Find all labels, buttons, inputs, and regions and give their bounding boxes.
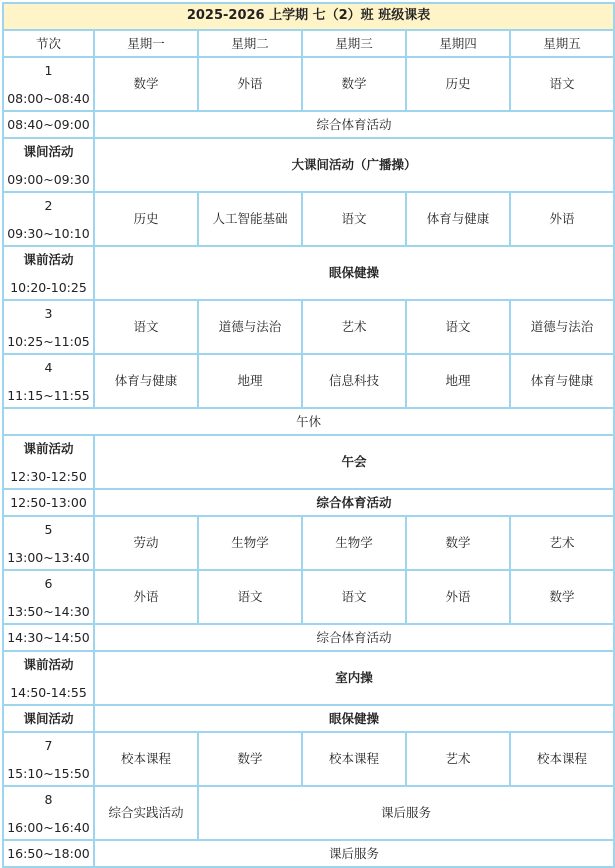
subject-cell: 校本课程 (510, 732, 614, 786)
merged-activity-cell: 室内操 (94, 651, 614, 705)
merged-activity-cell: 眼保健操 (94, 246, 614, 300)
period-cell (3, 732, 94, 786)
period-number: 5 (44, 522, 53, 538)
activity-time: 10:20-10:25 (10, 280, 87, 295)
subject-cell: 外语 (198, 57, 302, 111)
period-time: 13:50~14:30 (7, 604, 90, 619)
subject-cell: 体育与健康 (94, 354, 198, 408)
header-monday: 星期一 (94, 30, 198, 57)
activity-label: 课前活动 (23, 441, 74, 457)
period-cell (3, 192, 94, 246)
period-time: 16:00~16:40 (7, 820, 90, 835)
period-number: 4 (44, 360, 53, 376)
subject-cell: 语文 (302, 570, 406, 624)
subject-cell: 数学 (198, 732, 302, 786)
activity-label: 课前活动 (23, 657, 74, 673)
subject-cell: 数学 (510, 570, 614, 624)
subject-cell: 语文 (302, 192, 406, 246)
subject-cell: 校本课程 (94, 732, 198, 786)
schedule-row (3, 246, 614, 300)
subject-cell: 外语 (406, 570, 510, 624)
subject-cell: 生物学 (198, 516, 302, 570)
period-cell (3, 516, 94, 570)
header-friday: 星期五 (510, 30, 614, 57)
timetable-title: 2025-2026 上学期 七（2）班 班级课表 (3, 3, 614, 30)
schedule-row (3, 354, 614, 408)
lunch-break-cell: 午休 (3, 408, 614, 435)
period-time: 13:00~13:40 (7, 550, 90, 565)
schedule-row (3, 624, 614, 651)
period-cell (3, 570, 94, 624)
period-cell: 16:50~18:00 (3, 840, 94, 867)
subject-cell: 艺术 (406, 732, 510, 786)
schedule-row (3, 732, 614, 786)
subject-cell: 综合实践活动 (94, 786, 198, 840)
merged-activity-cell: 综合体育活动 (94, 624, 614, 651)
header-tuesday: 星期二 (198, 30, 302, 57)
period-cell (3, 246, 94, 300)
subject-cell: 语文 (198, 570, 302, 624)
subject-cell: 体育与健康 (510, 354, 614, 408)
after-school-service-cell: 课后服务 (198, 786, 614, 840)
subject-cell: 历史 (406, 57, 510, 111)
period-time: 08:00~08:40 (7, 91, 90, 106)
subject-cell: 校本课程 (302, 732, 406, 786)
merged-activity-cell: 综合体育活动 (94, 111, 614, 138)
schedule-row (3, 516, 614, 570)
schedule-row (3, 489, 614, 516)
subject-cell: 数学 (94, 57, 198, 111)
period-cell (3, 300, 94, 354)
title-row (3, 3, 614, 30)
subject-cell: 信息科技 (302, 354, 406, 408)
activity-time: 14:50-14:55 (10, 685, 87, 700)
merged-activity-cell: 课后服务 (94, 840, 614, 867)
subject-cell: 语文 (406, 300, 510, 354)
period-time: 15:10~15:50 (7, 766, 90, 781)
subject-cell: 艺术 (510, 516, 614, 570)
schedule-row (3, 435, 614, 489)
activity-time: 09:00~09:30 (7, 172, 90, 187)
timetable (2, 2, 615, 868)
period-cell (3, 354, 94, 408)
subject-cell: 历史 (94, 192, 198, 246)
subject-cell: 地理 (198, 354, 302, 408)
merged-activity-cell: 大课间活动（广播操） (94, 138, 614, 192)
schedule-row (3, 300, 614, 354)
activity-time: 12:30-12:50 (10, 469, 87, 484)
period-time: 11:15~11:55 (7, 388, 90, 403)
subject-cell: 道德与法治 (510, 300, 614, 354)
period-number: 6 (44, 576, 53, 592)
header-wednesday: 星期三 (302, 30, 406, 57)
period-number: 3 (44, 306, 53, 322)
subject-cell: 语文 (510, 57, 614, 111)
subject-cell: 人工智能基础 (198, 192, 302, 246)
merged-activity-cell: 午会 (94, 435, 614, 489)
merged-activity-cell: 眼保健操 (94, 705, 614, 732)
subject-cell: 道德与法治 (198, 300, 302, 354)
schedule-row (3, 840, 614, 867)
subject-cell: 外语 (94, 570, 198, 624)
subject-cell: 体育与健康 (406, 192, 510, 246)
schedule-row (3, 705, 614, 732)
period-cell (3, 786, 94, 840)
activity-label: 课前活动 (23, 252, 74, 268)
subject-cell: 生物学 (302, 516, 406, 570)
header-row (3, 30, 614, 57)
activity-label: 课间活动 (23, 144, 74, 160)
schedule-row (3, 111, 614, 138)
schedule-row (3, 786, 614, 840)
period-cell: 08:40~09:00 (3, 111, 94, 138)
period-cell (3, 651, 94, 705)
period-number: 8 (44, 792, 53, 808)
header-period: 节次 (3, 30, 94, 57)
period-time: 10:25~11:05 (7, 334, 90, 349)
subject-cell: 艺术 (302, 300, 406, 354)
period-number: 2 (44, 198, 53, 214)
period-cell: 14:30~14:50 (3, 624, 94, 651)
schedule-row (3, 408, 614, 435)
period-cell: 12:50-13:00 (3, 489, 94, 516)
subject-cell: 数学 (406, 516, 510, 570)
period-cell (3, 435, 94, 489)
schedule-row (3, 651, 614, 705)
subject-cell: 语文 (94, 300, 198, 354)
subject-cell: 数学 (302, 57, 406, 111)
schedule-row (3, 57, 614, 111)
period-cell (3, 138, 94, 192)
schedule-row (3, 570, 614, 624)
period-cell (3, 57, 94, 111)
period-time: 09:30~10:10 (7, 226, 90, 241)
header-thursday: 星期四 (406, 30, 510, 57)
merged-activity-cell: 综合体育活动 (94, 489, 614, 516)
period-number: 1 (44, 63, 53, 79)
period-cell: 课间活动 (3, 705, 94, 732)
subject-cell: 劳动 (94, 516, 198, 570)
period-number: 7 (44, 738, 53, 754)
schedule-row (3, 138, 614, 192)
subject-cell: 地理 (406, 354, 510, 408)
schedule-row (3, 192, 614, 246)
subject-cell: 外语 (510, 192, 614, 246)
